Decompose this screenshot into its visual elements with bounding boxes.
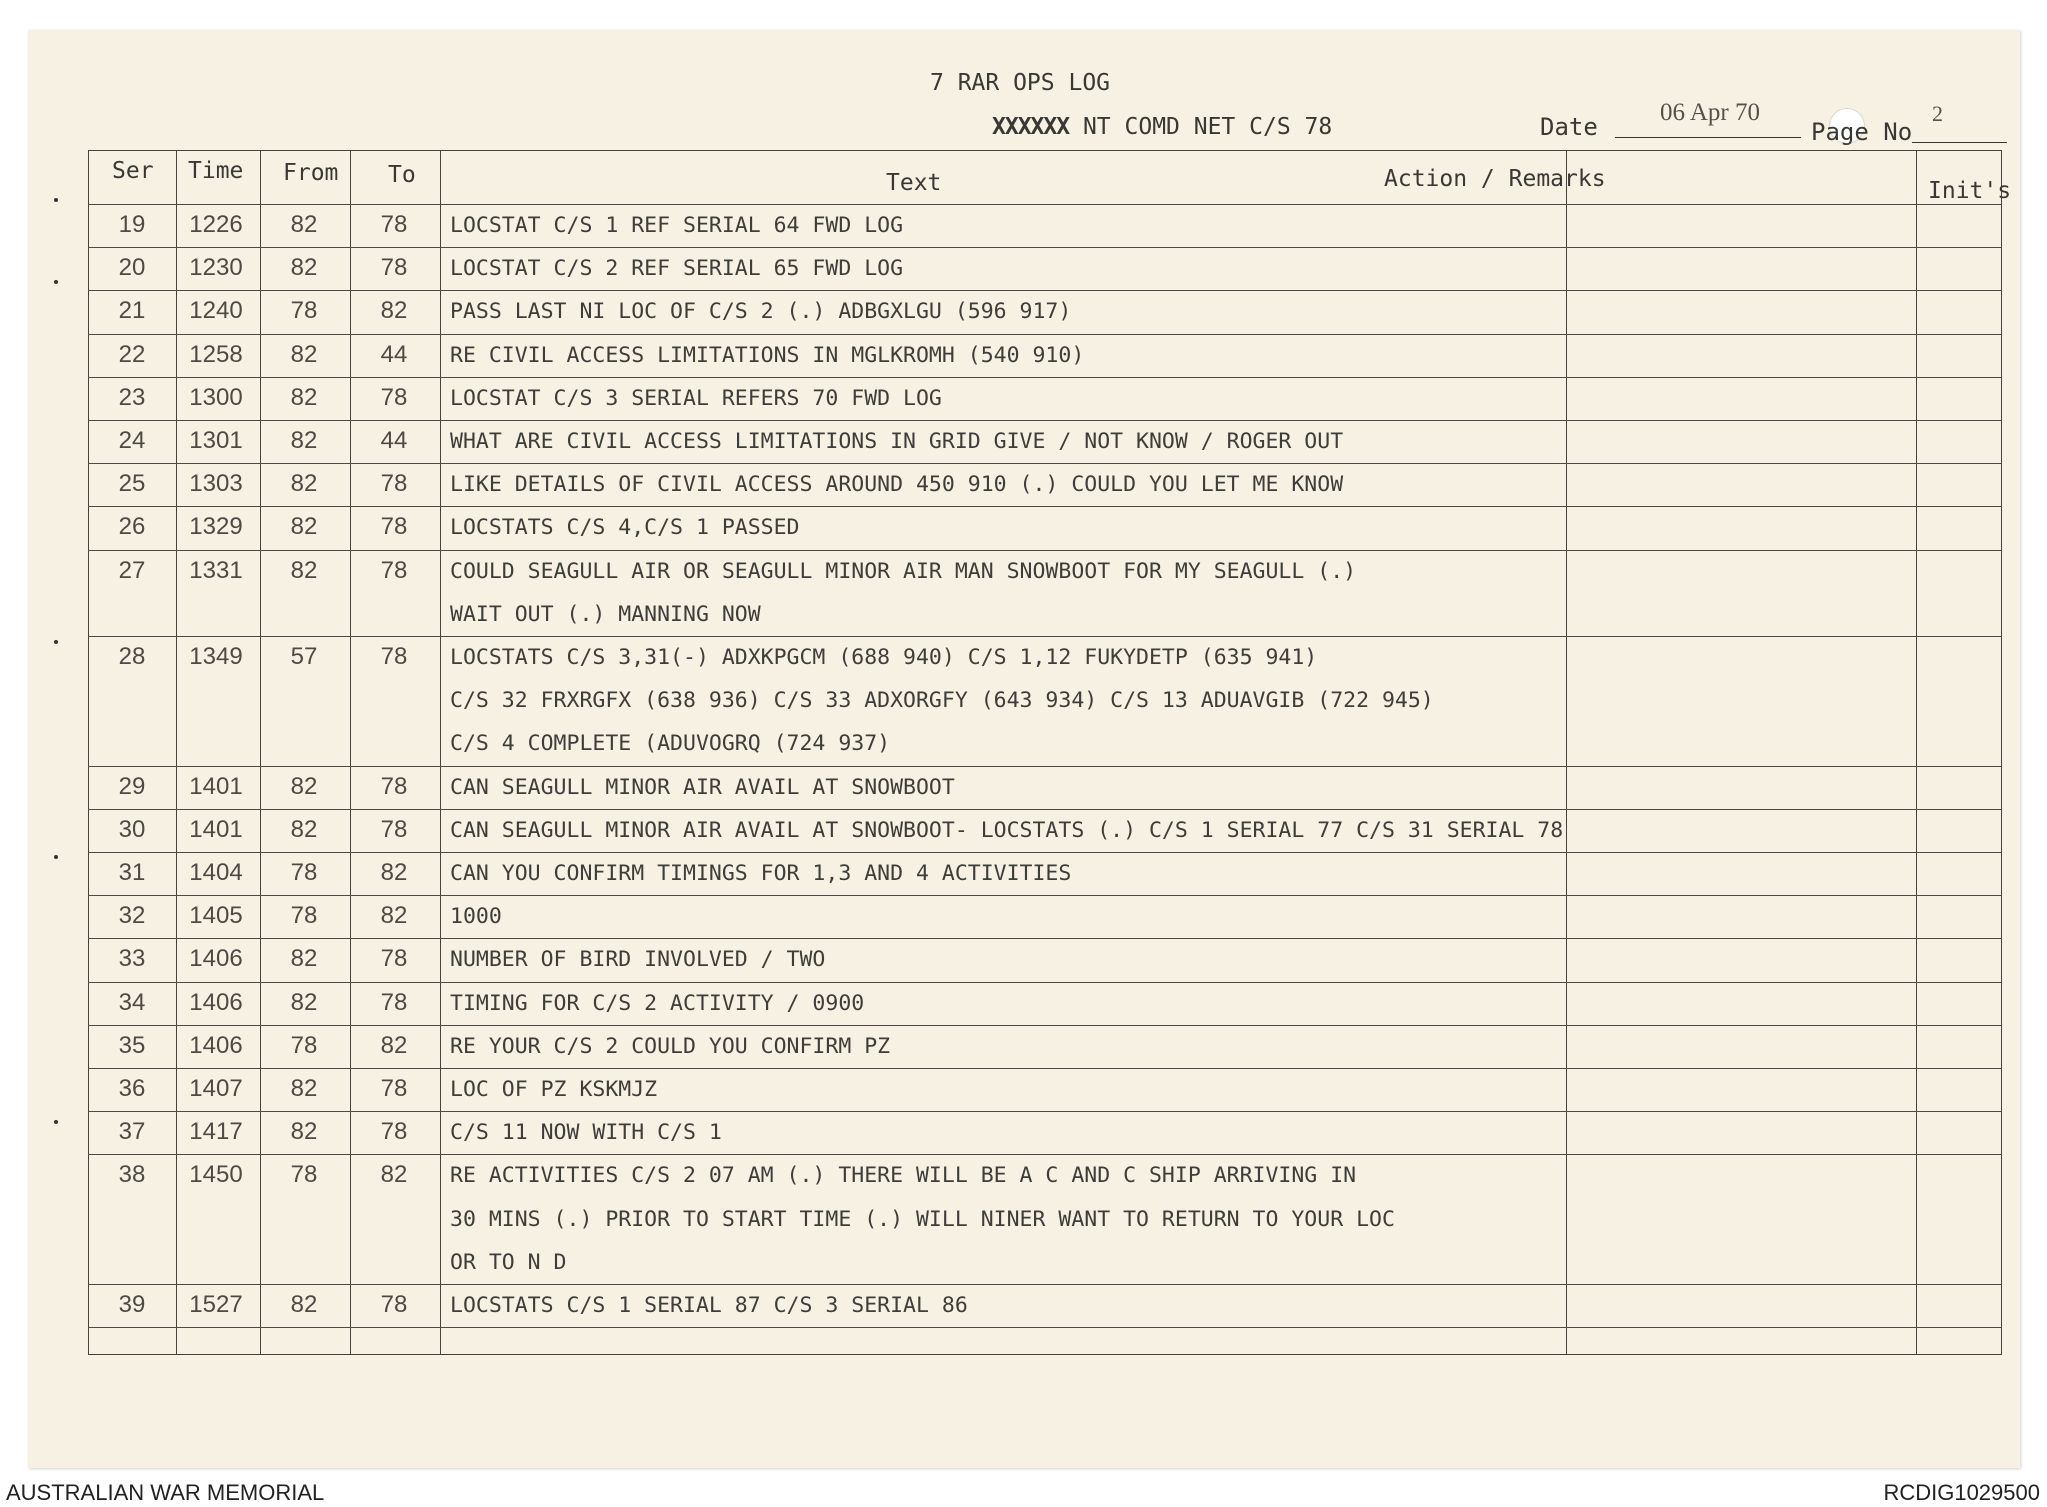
to-cell: 82 <box>380 1031 408 1059</box>
row-rule <box>88 636 2002 637</box>
row-rule <box>88 1327 2002 1328</box>
row-rule <box>88 1111 2002 1112</box>
time-cell: 1401 <box>189 815 243 843</box>
message-text: RE ACTIVITIES C/S 2 07 AM (.) THERE WILL BE A C AND C SHIP ARRIVING IN <box>450 1163 1357 1189</box>
message-text: C/S 11 NOW WITH C/S 1 <box>450 1120 722 1146</box>
row-rule <box>88 420 2002 421</box>
serial-cell: 27 <box>118 556 146 584</box>
to-cell: 78 <box>380 945 408 973</box>
message-text: RE YOUR C/S 2 COULD YOU CONFIRM PZ <box>450 1033 891 1059</box>
from-cell: 78 <box>290 859 318 886</box>
serial-cell: 36 <box>118 1075 146 1102</box>
table-row <box>88 420 2000 463</box>
col-header-ser: Ser <box>112 158 154 184</box>
from-cell: 78 <box>290 1031 318 1059</box>
message-text: LOCSTAT C/S 1 REF SERIAL 64 FWD LOG <box>450 213 904 238</box>
row-rule <box>88 1025 2002 1026</box>
row-rule <box>88 506 2002 507</box>
message-text: LOC OF PZ KSKMJZ <box>450 1077 658 1102</box>
message-text: PASS LAST NI LOC OF C/S 2 (.) ADBGXLGU (596 917) <box>450 299 1072 325</box>
col-header-action: Action / Remarks <box>1384 166 1606 192</box>
serial-cell: 26 <box>118 513 146 541</box>
table-row <box>88 636 2000 766</box>
to-cell: 78 <box>380 988 408 1016</box>
message-text: LIKE DETAILS OF CIVIL ACCESS AROUND 450 910 (.) COULD YOU LET ME KNOW <box>450 472 1344 498</box>
serial-cell: 31 <box>118 859 146 886</box>
to-cell: 44 <box>380 340 408 368</box>
message-text: LOCSTATS C/S 3,31(-) ADXKPGCM (688 940) C/S 1,12 FUKYDETP (635 941) <box>450 645 1318 670</box>
from-cell: 82 <box>290 772 318 800</box>
record-id: RCDIG1029500 <box>1883 1480 2040 1505</box>
table-row <box>88 1068 2000 1111</box>
table-row <box>88 1154 2000 1284</box>
net-name: NT COMD NET C/S 78 <box>1082 114 1333 140</box>
table-row <box>88 938 2000 981</box>
row-rule <box>88 938 2002 939</box>
serial-cell: 34 <box>118 988 146 1016</box>
row-rule <box>88 895 2002 896</box>
margin-mark <box>54 198 58 202</box>
table-row <box>88 982 2000 1025</box>
message-text: COULD SEAGULL AIR OR SEAGULL MINOR AIR MAN SNOWBOOT FOR MY SEAGULL (.) <box>450 558 1357 584</box>
row-rule <box>88 334 2002 335</box>
row-rule <box>88 982 2002 983</box>
serial-cell: 29 <box>118 772 146 800</box>
time-cell: 1527 <box>189 1291 243 1318</box>
to-cell: 78 <box>380 772 408 800</box>
column-divider <box>350 150 351 1355</box>
from-cell: 78 <box>290 297 318 325</box>
column-divider <box>1566 150 1567 1355</box>
time-cell: 1240 <box>189 297 243 325</box>
to-cell: 78 <box>380 1118 408 1146</box>
col-header-text: Text <box>886 170 942 196</box>
row-rule <box>88 809 2002 810</box>
message-text: 1000 <box>450 904 502 930</box>
margin-mark <box>54 855 58 859</box>
message-text: C/S 32 FRXRGFX (638 936) C/S 33 ADXORGFY (643 934) C/S 13 ADUAVGIB (722 945) <box>450 688 1434 714</box>
table-row <box>88 377 2000 420</box>
col-header-from: From <box>283 160 339 186</box>
row-rule <box>88 1154 2002 1155</box>
to-cell: 78 <box>380 254 408 282</box>
from-cell: 57 <box>290 643 318 670</box>
table-row <box>88 506 2000 549</box>
net-label <box>992 114 1332 140</box>
from-cell: 82 <box>290 427 318 454</box>
table-row <box>88 290 2000 333</box>
table-row <box>88 247 2000 290</box>
message-text: LOCSTATS C/S 1 SERIAL 87 C/S 3 SERIAL 86 <box>450 1293 968 1318</box>
time-cell: 1417 <box>189 1118 243 1146</box>
col-header-inits: Init's <box>1928 178 2012 204</box>
ops-log-table <box>88 150 2012 1359</box>
time-cell: 1406 <box>189 988 243 1016</box>
message-text: CAN YOU CONFIRM TIMINGS FOR 1,3 AND 4 ACTIVITIES <box>450 861 1072 886</box>
from-cell: 82 <box>290 211 318 238</box>
col-header-to: To <box>388 162 416 188</box>
time-cell: 1301 <box>189 427 243 454</box>
to-cell: 82 <box>380 859 408 886</box>
to-cell: 78 <box>380 815 408 843</box>
from-cell: 82 <box>290 513 318 541</box>
time-cell: 1406 <box>189 1031 243 1059</box>
serial-cell: 21 <box>118 297 146 325</box>
to-cell: 78 <box>380 211 408 238</box>
to-cell: 78 <box>380 383 408 411</box>
serial-cell: 25 <box>118 470 146 498</box>
message-text: WHAT ARE CIVIL ACCESS LIMITATIONS IN GRID GIVE / NOT KNOW / ROGER OUT <box>450 429 1344 454</box>
row-rule <box>88 852 2002 853</box>
table-row <box>88 1284 2000 1327</box>
from-cell: 82 <box>290 1291 318 1318</box>
page-label: Page No <box>1811 118 1913 146</box>
serial-cell: 23 <box>118 383 146 411</box>
from-cell: 82 <box>290 254 318 282</box>
time-cell: 1331 <box>189 556 243 584</box>
serial-cell: 33 <box>118 945 146 973</box>
row-rule <box>88 377 2002 378</box>
serial-cell: 22 <box>118 340 146 368</box>
table-row <box>88 550 2000 636</box>
header-rule <box>88 204 2002 205</box>
to-cell: 78 <box>380 643 408 670</box>
col-header-time: Time <box>188 158 244 184</box>
row-rule <box>88 463 2002 464</box>
time-cell: 1300 <box>189 383 243 411</box>
serial-cell: 37 <box>118 1118 146 1146</box>
page-underline <box>1912 142 2007 143</box>
time-cell: 1230 <box>189 254 243 282</box>
message-text: OR TO N D <box>450 1249 567 1275</box>
message-text: LOCSTAT C/S 2 REF SERIAL 65 FWD LOG <box>450 256 904 282</box>
archive-label: AUSTRALIAN WAR MEMORIAL <box>6 1480 325 1505</box>
column-divider <box>1916 150 1917 1355</box>
serial-cell: 20 <box>118 254 146 282</box>
time-cell: 1401 <box>189 772 243 800</box>
to-cell: 82 <box>380 1161 408 1189</box>
struck-out-word: XXXXXX <box>992 114 1070 140</box>
time-cell: 1406 <box>189 945 243 973</box>
table-row <box>88 204 2000 247</box>
date-label: Date <box>1540 113 1598 141</box>
from-cell: 82 <box>290 556 318 584</box>
to-cell: 44 <box>380 427 408 454</box>
row-rule <box>88 247 2002 248</box>
from-cell: 82 <box>290 815 318 843</box>
row-rule <box>88 290 2002 291</box>
table-row <box>88 334 2000 377</box>
message-text: LOCSTAT C/S 3 SERIAL REFERS 70 FWD LOG <box>450 385 942 411</box>
table-row <box>88 1111 2000 1154</box>
serial-cell: 32 <box>118 902 146 930</box>
date-value: 06 Apr 70 <box>1660 99 1760 126</box>
time-cell: 1349 <box>189 643 243 670</box>
message-text: C/S 4 COMPLETE (ADUVOGRQ (724 937) <box>450 731 891 757</box>
column-divider <box>176 150 177 1355</box>
message-text: NUMBER OF BIRD INVOLVED / TWO <box>450 947 826 973</box>
message-text: CAN SEAGULL MINOR AIR AVAIL AT SNOWBOOT <box>450 774 955 800</box>
table-row <box>88 852 2000 895</box>
to-cell: 78 <box>380 513 408 541</box>
serial-cell: 30 <box>118 815 146 843</box>
row-rule <box>88 1068 2002 1069</box>
from-cell: 82 <box>290 1118 318 1146</box>
row-rule <box>88 766 2002 767</box>
from-cell: 82 <box>290 1075 318 1102</box>
serial-cell: 38 <box>118 1161 146 1189</box>
row-rule <box>88 550 2002 551</box>
time-cell: 1329 <box>189 513 243 541</box>
time-cell: 1407 <box>189 1075 243 1102</box>
to-cell: 78 <box>380 1291 408 1318</box>
to-cell: 82 <box>380 297 408 325</box>
time-cell: 1226 <box>189 211 243 238</box>
message-text: RE CIVIL ACCESS LIMITATIONS IN MGLKROMH (540 910) <box>450 342 1085 368</box>
margin-mark <box>54 280 58 284</box>
table-row <box>88 463 2000 506</box>
to-cell: 78 <box>380 470 408 498</box>
to-cell: 78 <box>380 1075 408 1102</box>
message-text: 30 MINS (.) PRIOR TO START TIME (.) WILL NINER WANT TO RETURN TO YOUR LOC <box>450 1206 1395 1232</box>
from-cell: 82 <box>290 945 318 973</box>
message-text: LOCSTATS C/S 4,C/S 1 PASSED <box>450 515 800 541</box>
table-row <box>88 809 2000 852</box>
page-number: 2 <box>1932 101 1943 126</box>
from-cell: 78 <box>290 1161 318 1189</box>
to-cell: 82 <box>380 902 408 930</box>
from-cell: 82 <box>290 340 318 368</box>
time-cell: 1405 <box>189 902 243 930</box>
serial-cell: 35 <box>118 1031 146 1059</box>
time-cell: 1303 <box>189 470 243 498</box>
serial-cell: 39 <box>118 1291 146 1318</box>
message-text: CAN SEAGULL MINOR AIR AVAIL AT SNOWBOOT- LOCSTATS (.) C/S 1 SERIAL 77 C/S 31 SERIAL 78 <box>450 817 1564 843</box>
margin-mark <box>54 640 58 644</box>
serial-cell: 28 <box>118 643 146 670</box>
column-divider <box>440 150 441 1355</box>
margin-mark <box>54 1120 58 1124</box>
from-cell: 82 <box>290 383 318 411</box>
from-cell: 78 <box>290 902 318 930</box>
time-cell: 1450 <box>189 1161 243 1189</box>
message-text: WAIT OUT (.) MANNING NOW <box>450 601 761 627</box>
serial-cell: 19 <box>118 211 146 238</box>
time-cell: 1404 <box>189 859 243 886</box>
to-cell: 78 <box>380 556 408 584</box>
date-underline <box>1615 137 1801 138</box>
from-cell: 82 <box>290 470 318 498</box>
document-title: 7 RAR OPS LOG <box>930 70 1111 96</box>
table-row <box>88 895 2000 938</box>
table-row <box>88 1025 2000 1068</box>
time-cell: 1258 <box>189 340 243 368</box>
column-divider <box>260 150 261 1355</box>
message-text: TIMING FOR C/S 2 ACTIVITY / 0900 <box>450 990 865 1016</box>
from-cell: 82 <box>290 988 318 1016</box>
row-rule <box>88 1284 2002 1285</box>
table-row <box>88 766 2000 809</box>
serial-cell: 24 <box>118 427 146 454</box>
